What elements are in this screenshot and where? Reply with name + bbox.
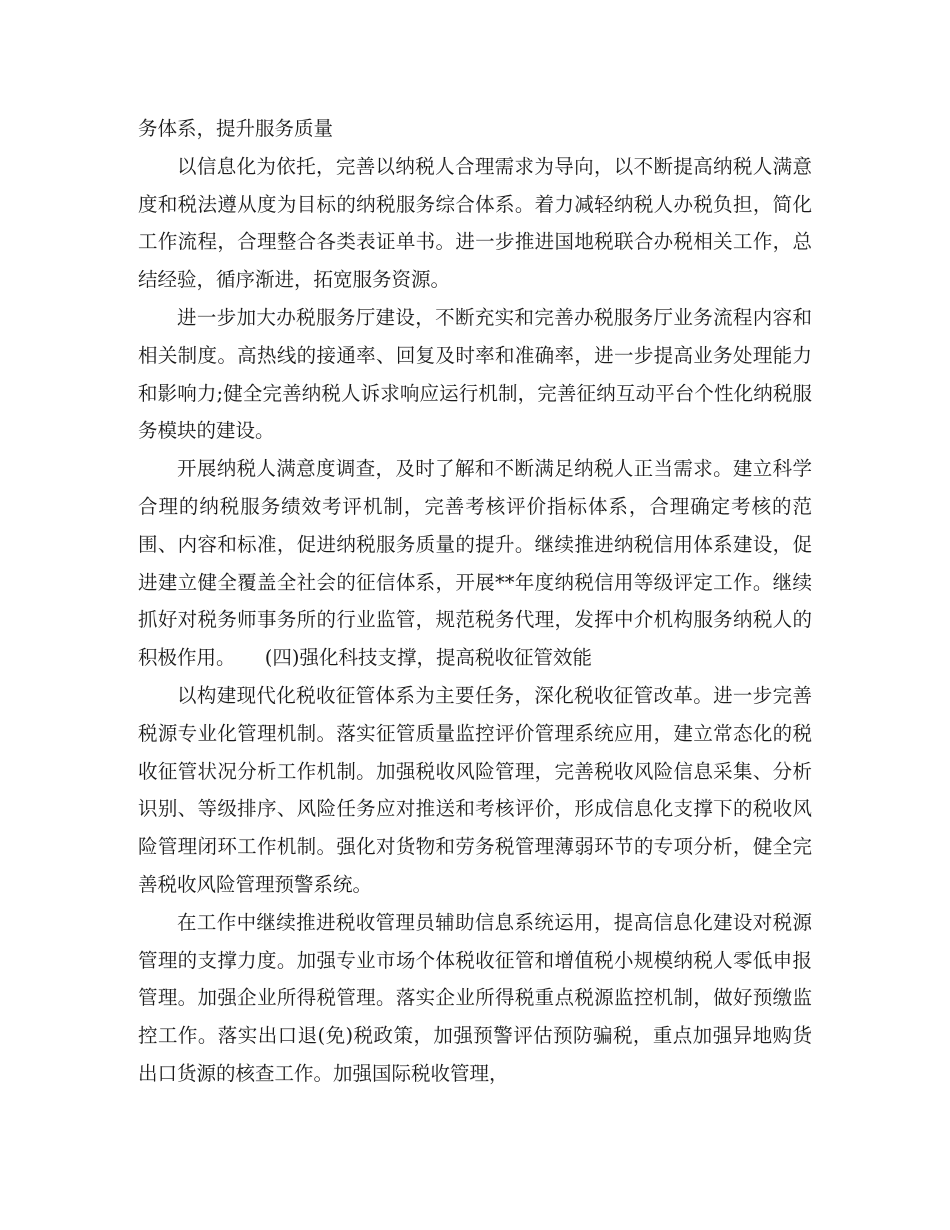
paragraph-service-system: 以信息化为依托，完善以纳税人合理需求为导向，以不断提高纳税人满意度和税法遵从度为目标的纳税服务综合体系。着力减轻纳税人办税负担，简化工作流程，合理整合各类表证单书。进一步推进国地税联合办税相关工作，总结经验，循序渐进，拓宽服务资源。 [138, 154, 812, 292]
document-page [138, 110, 812, 1093]
paragraph-continuation: 务体系，提升服务质量 [138, 117, 334, 140]
paragraph-tax-administrator: 在工作中继续推进税收管理员辅助信息系统运用，提高信息化建设对税源管理的支撑力度。加强专业市场个体税收征管和增值税小规模纳税人零低申报管理。加强企业所得税管理。落实企业所得税重点税源监控机制，做好预缴监控工作。落实出口退(免)税政策，加强预警评估预防骗税，重点加强异地购货出口货源的核查工作。加强国际税收管理， [138, 910, 812, 1085]
paragraph-service-hall: 进一步加大办税服务厅建设，不断充实和完善办税服务厅业务流程内容和相关制度。高热线的接通率、回复及时率和准确率，进一步提高业务处理能力和影响力;健全完善纳税人诉求响应运行机制，完善征纳互动平台个性化纳税服务模块的建设。 [138, 305, 812, 443]
paragraph-collection-system: 以构建现代化税收征管体系为主要任务，深化税收征管改革。进一步完善税源专业化管理机制。落实征管质量监控评价管理系统应用，建立常态化的税收征管状况分析工作机制。加强税收风险管理，完善税收风险信息采集、分析识别、等级排序、风险任务应对推送和考核评价，形成信息化支撑下的税收风险管理闭环工作机制。强化对货物和劳务税管理薄弱环节的专项分析，健全完善税收风险管理预警系统。 [138, 683, 812, 896]
paragraph-satisfaction-survey: 开展纳税人满意度调查，及时了解和不断满足纳税人正当需求。建立科学合理的纳税服务绩效考评机制，完善考核评价指标体系，合理确定考核的范围、内容和标准，促进纳税服务质量的提升。继续推进纳税信用体系建设，促进建立健全覆盖全社会的征信体系，开展**年度纳税信用等级评定工作。继续抓好对税务师事务所的行业监管，规范税务代理，发挥中介机构服务纳税人的积极作用。 (四)强化科技支撑，提高税收征管效能 [138, 457, 812, 670]
